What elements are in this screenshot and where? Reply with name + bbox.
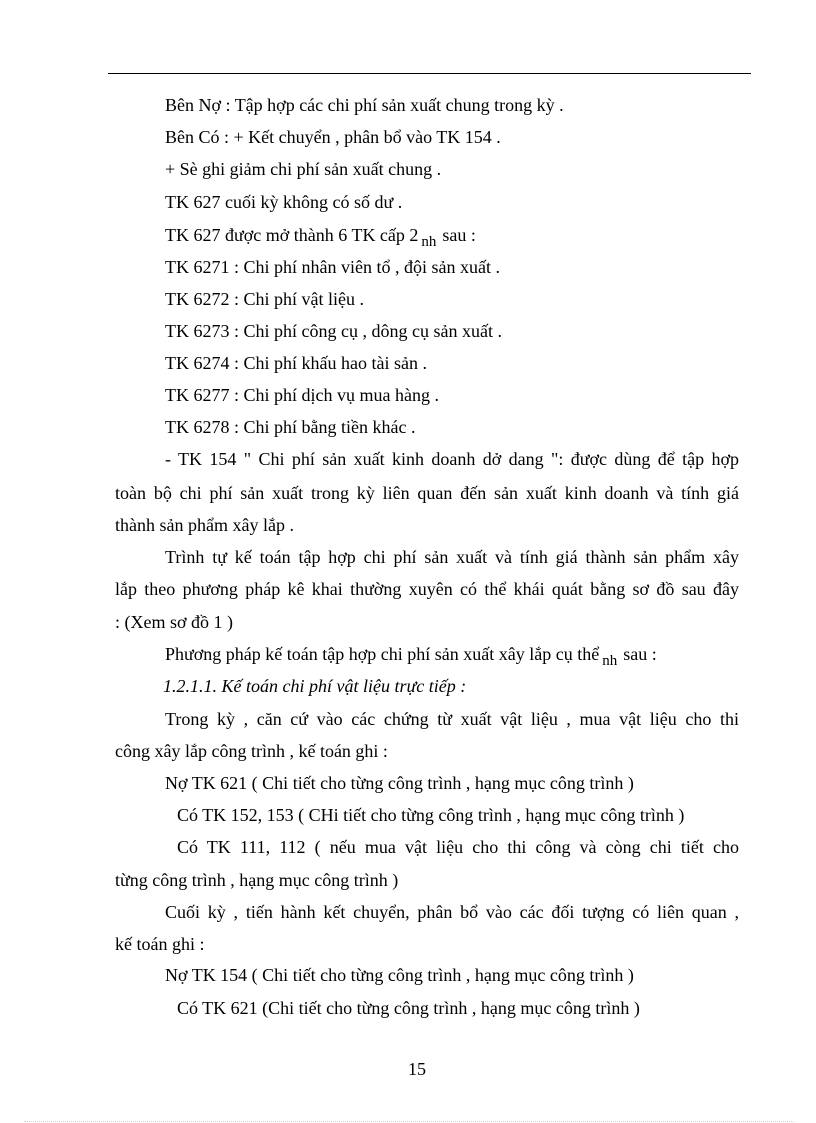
header-rule <box>108 73 751 74</box>
text-line: Trình tự kế toán tập hợp chi phí sản xuất và tính giá thành sản phẩm xây <box>165 547 739 567</box>
text-line: TK 6278 : Chi phí bằng tiền khác . <box>165 417 416 437</box>
text-line: Có TK 621 (Chi tiết cho từng công trình , hạng mục công trình ) <box>177 998 640 1018</box>
text-line: TK 6273 : Chi phí công cụ , dông cụ sản xuất . <box>165 321 502 341</box>
text-line: TK 6274 : Chi phí khấu hao tài sản . <box>165 353 427 373</box>
text-line: từng công trình , hạng mục công trình ) <box>115 870 399 890</box>
text-line: TK 6271 : Chi phí nhân viên tổ , đội sản xuất . <box>165 257 500 277</box>
text-line: Nợ TK 154 ( Chi tiết cho từng công trình , hạng mục công trình ) <box>165 965 634 985</box>
text-segment: TK 627 được mở thành 6 TK cấp 2 <box>165 225 419 245</box>
text-line: toàn bộ chi phí sản xuất trong kỳ liên quan đến sản xuất kinh doanh và tính giá <box>115 483 739 503</box>
text-segment: sau : <box>442 225 476 245</box>
text-line: kế toán ghi : <box>115 934 205 954</box>
page-number: 15 <box>408 1059 426 1079</box>
text-line: Trong kỳ , căn cứ vào các chứng từ xuất vật liệu , mua vật liệu cho thi <box>165 709 739 729</box>
text-line: TK 627 cuối kỳ không có số dư . <box>165 192 403 212</box>
text-line: lắp theo phương pháp kê khai thường xuyên có thể khái quát bằng sơ đồ sau đây <box>115 579 739 599</box>
text-line: Bên Có : + Kết chuyển , phân bổ vào TK 154 . <box>165 127 501 147</box>
text-line: Cuối kỳ , tiến hành kết chuyển, phân bổ vào các đối tượng có liên quan , <box>165 902 739 922</box>
text-line: Nợ TK 621 ( Chi tiết cho từng công trình , hạng mục công trình ) <box>165 773 634 793</box>
text-line: : (Xem sơ đồ 1 ) <box>115 612 234 632</box>
text-line: + Sè ghi giảm chi phí sản xuất chung . <box>165 159 442 179</box>
text-line <box>165 643 657 667</box>
text-line: Bên Nợ : Tập hợp các chi phí sản xuất chung trong kỳ . <box>165 95 564 115</box>
text-line: Có TK 152, 153 ( CHi tiết cho từng công trình , hạng mục công trình ) <box>177 805 685 825</box>
text-line: - TK 154 " Chi phí sản xuất kinh doanh dở dang ": được dùng để tập hợp <box>165 449 739 469</box>
abbreviation: nh <box>602 653 618 669</box>
text-line: công xây lắp công trình , kế toán ghi : <box>115 741 388 761</box>
section-heading: 1.2.1.1. Kế toán chi phí vật liệu trực tiếp : <box>163 676 467 696</box>
text-line: thành sản phẩm xây lắp . <box>115 515 294 535</box>
abbreviation: nh <box>421 234 437 250</box>
page-bottom-edge <box>24 1121 794 1122</box>
text-line: Có TK 111, 112 ( nếu mua vật liệu cho thi công và còng chi tiết cho <box>177 837 739 857</box>
text-segment: sau : <box>623 644 657 664</box>
text-line: TK 6277 : Chi phí dịch vụ mua hàng . <box>165 385 439 405</box>
text-line: TK 6272 : Chi phí vật liệu . <box>165 289 364 309</box>
text-line <box>165 224 476 248</box>
text-segment: Phương pháp kế toán tập hợp chi phí sản xuất xây lắp cụ thể <box>165 644 600 664</box>
